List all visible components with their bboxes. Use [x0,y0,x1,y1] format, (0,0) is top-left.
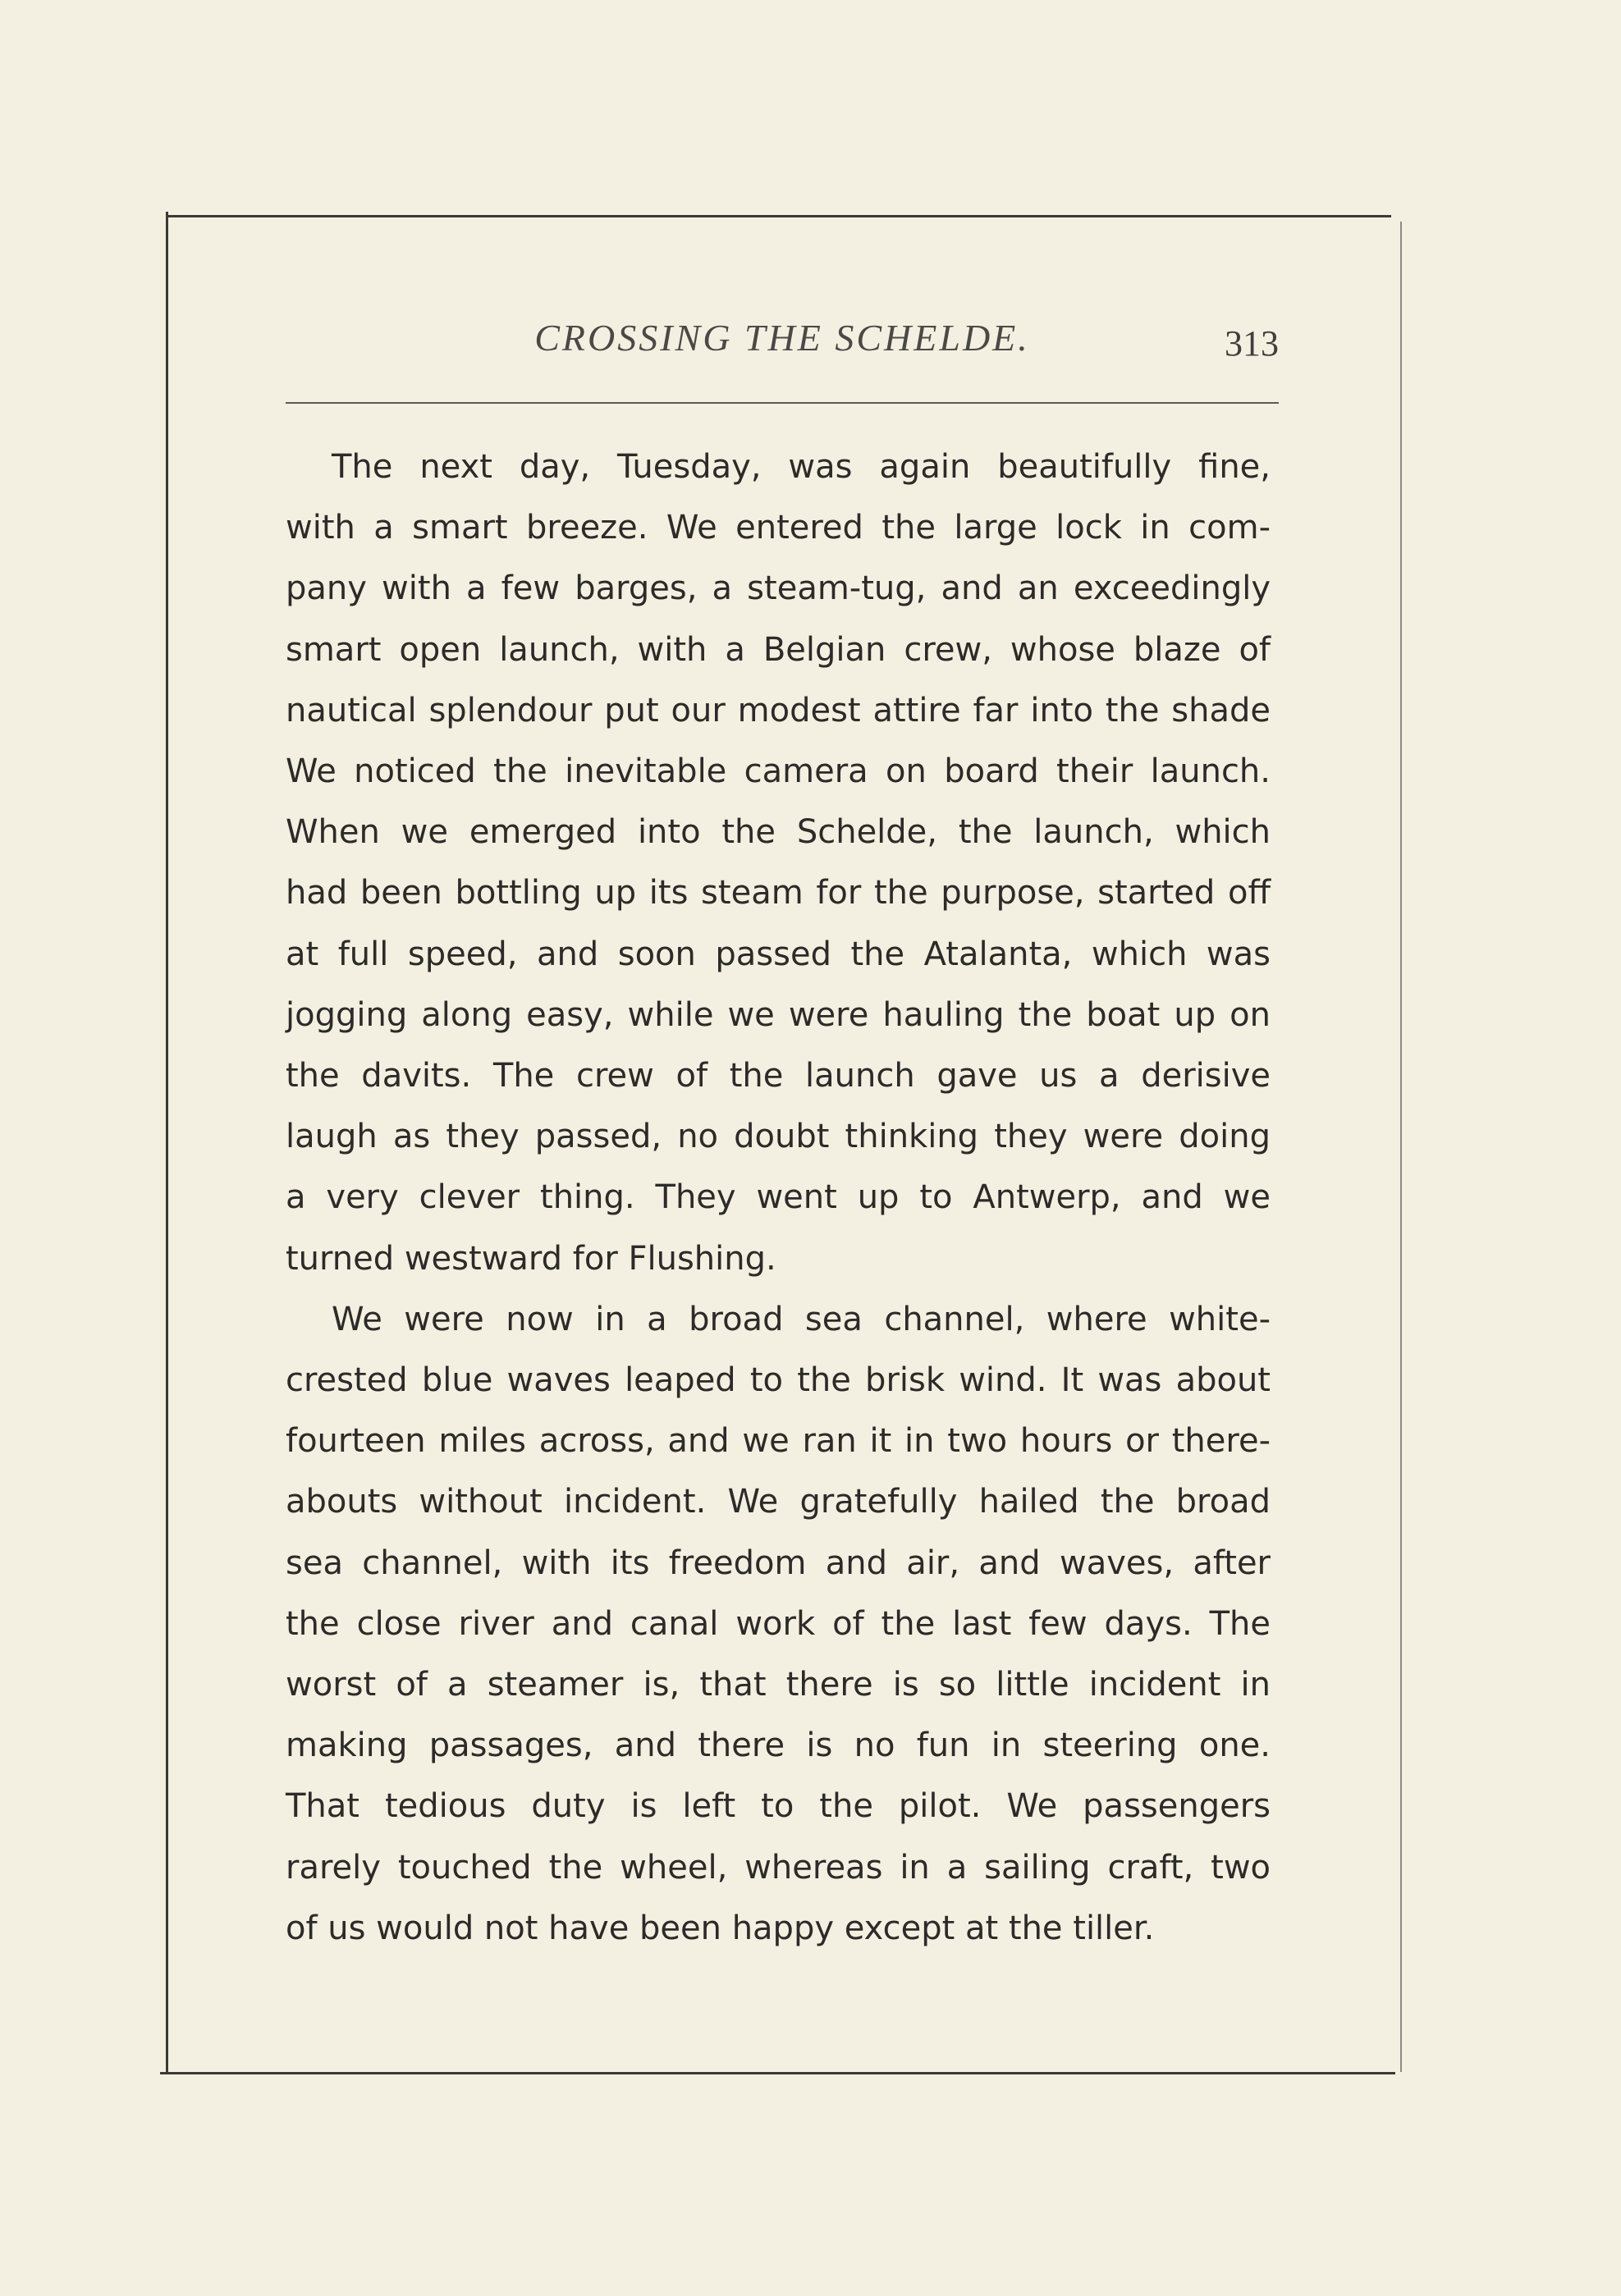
top-border-rule [168,215,1391,217]
paragraph-2 [286,1289,1271,1959]
text-line: sea channel, with its freedom and air, and waves, after [286,1544,1271,1582]
text-line: a very clever thing. They went up to Antwerp, and we [286,1178,1271,1217]
text-line: laugh as they passed, no doubt thinking they were doing [286,1118,1271,1156]
text-line: We noticed the inevitable camera on board their launch. [286,752,1271,791]
bottom-border-rule [160,2072,1395,2074]
text-line: with a smart breeze. We entered the large lock in com- [286,509,1271,547]
text-line: the close river and canal work of the last few days. The [286,1604,1271,1643]
text-line: jogging along easy, while we were hauling the boat up on [286,995,1271,1034]
right-border-rule [1400,222,1402,2072]
paragraph-1 [286,437,1271,1289]
text-line: making passages, and there is no fun in steering one. [286,1727,1271,1765]
text-line: at full speed, and soon passed the Atalanta, which was [286,935,1271,973]
text-line: worst of a steamer is, that there is so little incident in [286,1666,1271,1704]
text-line: of us would not have been happy except at the tiller. [286,1909,1155,1947]
left-border-rule [166,212,168,2074]
text-line: We were now in a broad sea channel, where white- [332,1300,1271,1338]
text-line: turned westward for Flushing. [286,1239,776,1278]
text-line: crested blue waves leaped to the brisk wind. It was about [286,1361,1271,1400]
header-rule [286,402,1279,404]
text-line: smart open launch, with a Belgian crew, whose blaze of [286,630,1271,669]
page-number: 313 [1225,323,1279,364]
text-line: abouts without incident. We gratefully hailed the broad [286,1483,1271,1521]
body-text [286,437,1271,1959]
text-line: the davits. The crew of the launch gave us a derisive [286,1057,1271,1095]
text-line: pany with a few barges, a steam-tug, and an exceedingly [286,569,1271,608]
text-line: rarely touched the wheel, whereas in a sailing craft, two [286,1848,1271,1887]
running-header [286,316,1279,373]
text-line: The next day, Tuesday, was again beautifully fine, [332,448,1271,486]
text-line: nautical splendour put our modest attire far into the shade [286,691,1271,730]
running-title: CROSSING THE SCHELDE. [534,317,1030,359]
text-line: had been bottling up its steam for the purpose, started off [286,874,1271,912]
text-line: When we emerged into the Schelde, the launch, which [286,813,1271,852]
text-line: fourteen miles across, and we ran it in two hours or there- [286,1422,1271,1461]
text-line: That tedious duty is left to the pilot. We passengers [286,1787,1271,1826]
